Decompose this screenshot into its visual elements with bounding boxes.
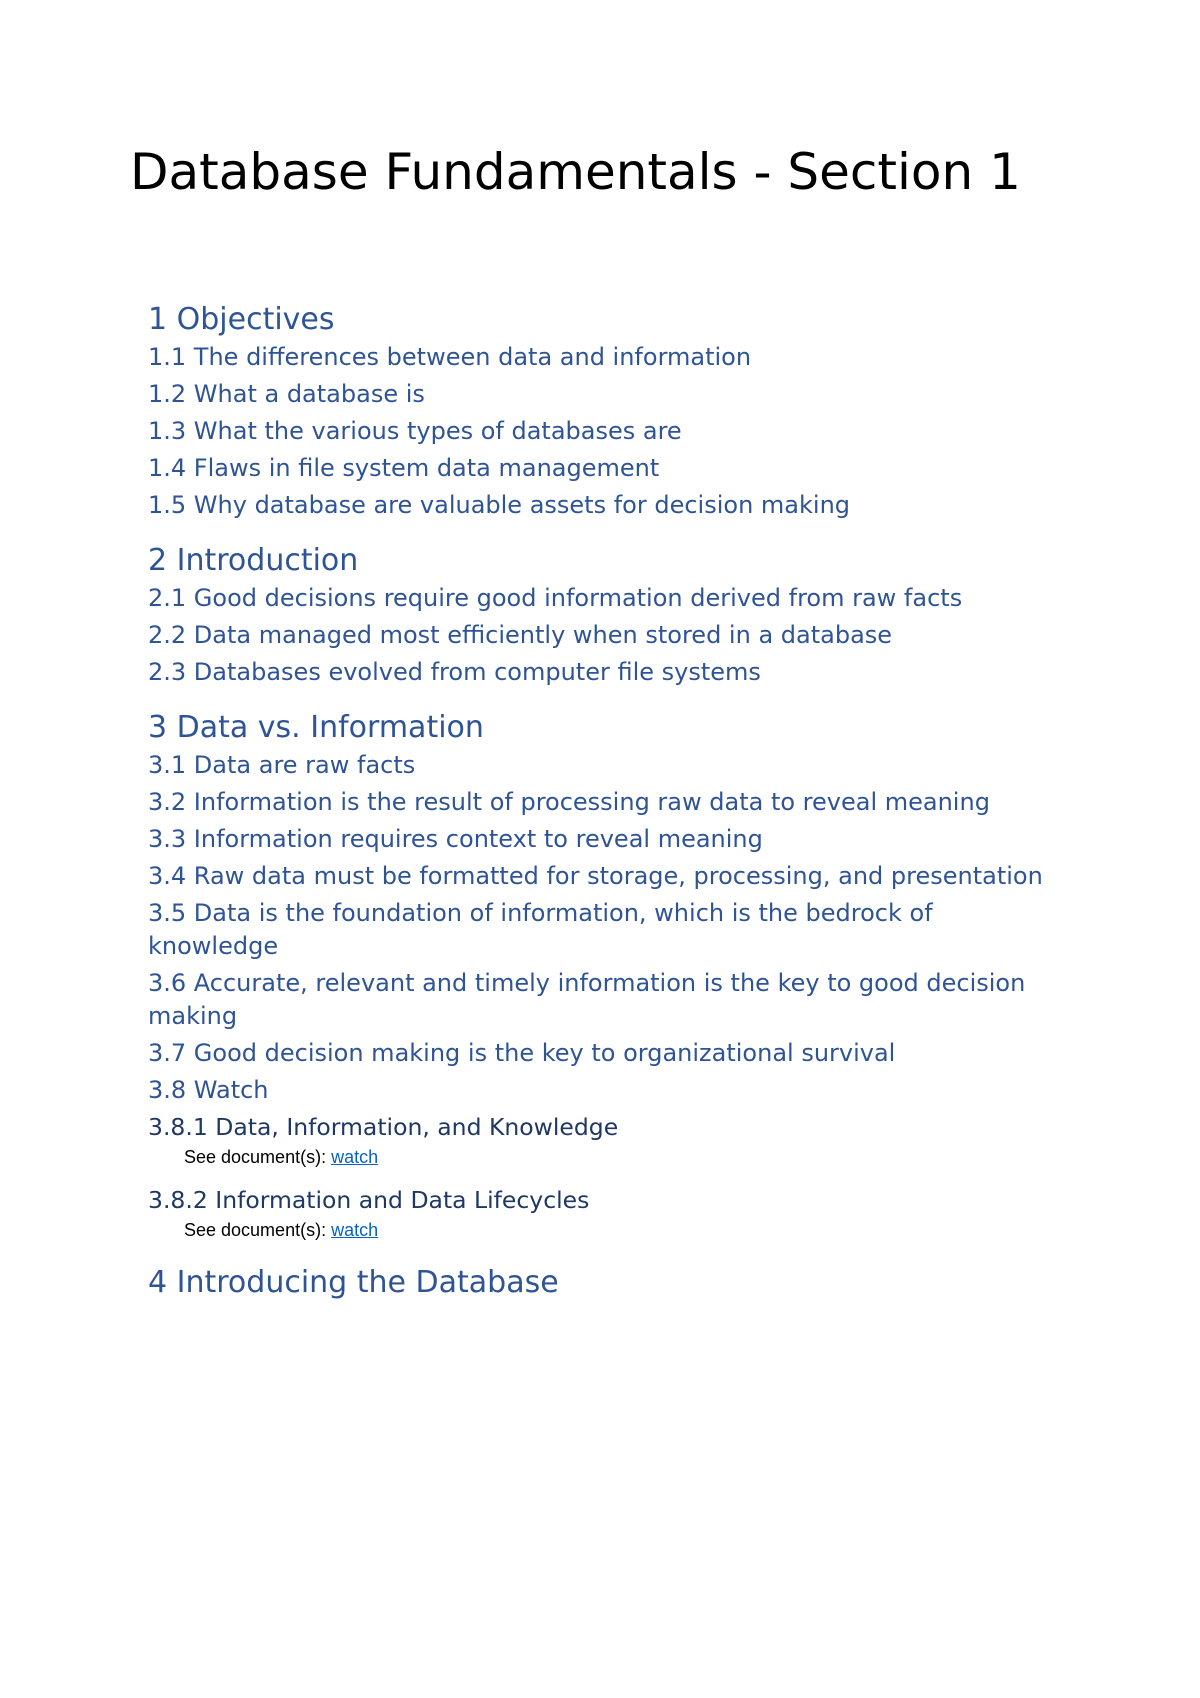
list-item: 3.4 Raw data must be formatted for storage, processing, and presentation: [148, 862, 1043, 890]
section-heading: 2 Introduction: [148, 543, 359, 578]
section-introduction: [148, 541, 1053, 689]
section-introducing-database: [148, 1263, 1053, 1303]
section-heading: 4 Introducing the Database: [148, 1265, 559, 1300]
list-item: 3.1 Data are raw facts: [148, 751, 416, 779]
section-heading: 1 Objectives: [148, 302, 335, 337]
watch-link[interactable]: watch: [331, 1147, 379, 1167]
list-item: 3.6 Accurate, relevant and timely information is the key to good decision making: [148, 969, 1026, 1030]
watch-link[interactable]: watch: [331, 1220, 379, 1240]
subsection-heading: 3.8.2 Information and Data Lifecycles: [148, 1186, 590, 1214]
list-item: 1.3 What the various types of databases are: [148, 417, 682, 445]
see-documents-label: See document(s):: [184, 1147, 332, 1167]
page-title: Database Fundamentals - Section 1: [130, 143, 1021, 201]
section-heading: 3 Data vs. Information: [148, 710, 484, 745]
list-item: 2.1 Good decisions require good information derived from raw facts: [148, 584, 963, 612]
list-item: 1.4 Flaws in file system data management: [148, 454, 660, 482]
see-documents: [184, 1216, 1053, 1244]
list-item: 3.3 Information requires context to reveal meaning: [148, 825, 763, 853]
list-item: 2.2 Data managed most efficiently when stored in a database: [148, 621, 893, 649]
see-documents: [184, 1143, 1053, 1171]
section-objectives: [148, 300, 1053, 522]
document-body: [148, 300, 1053, 1322]
list-item: 2.3 Databases evolved from computer file systems: [148, 658, 761, 686]
list-item: 3.7 Good decision making is the key to organizational survival: [148, 1039, 896, 1067]
section-data-vs-information: [148, 708, 1053, 1244]
subsection-heading: 3.8.1 Data, Information, and Knowledge: [148, 1113, 619, 1141]
list-item: 1.5 Why database are valuable assets for decision making: [148, 491, 851, 519]
list-item: 1.2 What a database is: [148, 380, 425, 408]
list-item: 3.5 Data is the foundation of information, which is the bedrock of knowledge: [148, 899, 933, 960]
list-item: 1.1 The differences between data and information: [148, 343, 752, 371]
list-item: 3.2 Information is the result of processing raw data to reveal meaning: [148, 788, 990, 816]
see-documents-label: See document(s):: [184, 1220, 332, 1240]
list-item: 3.8 Watch: [148, 1076, 269, 1104]
